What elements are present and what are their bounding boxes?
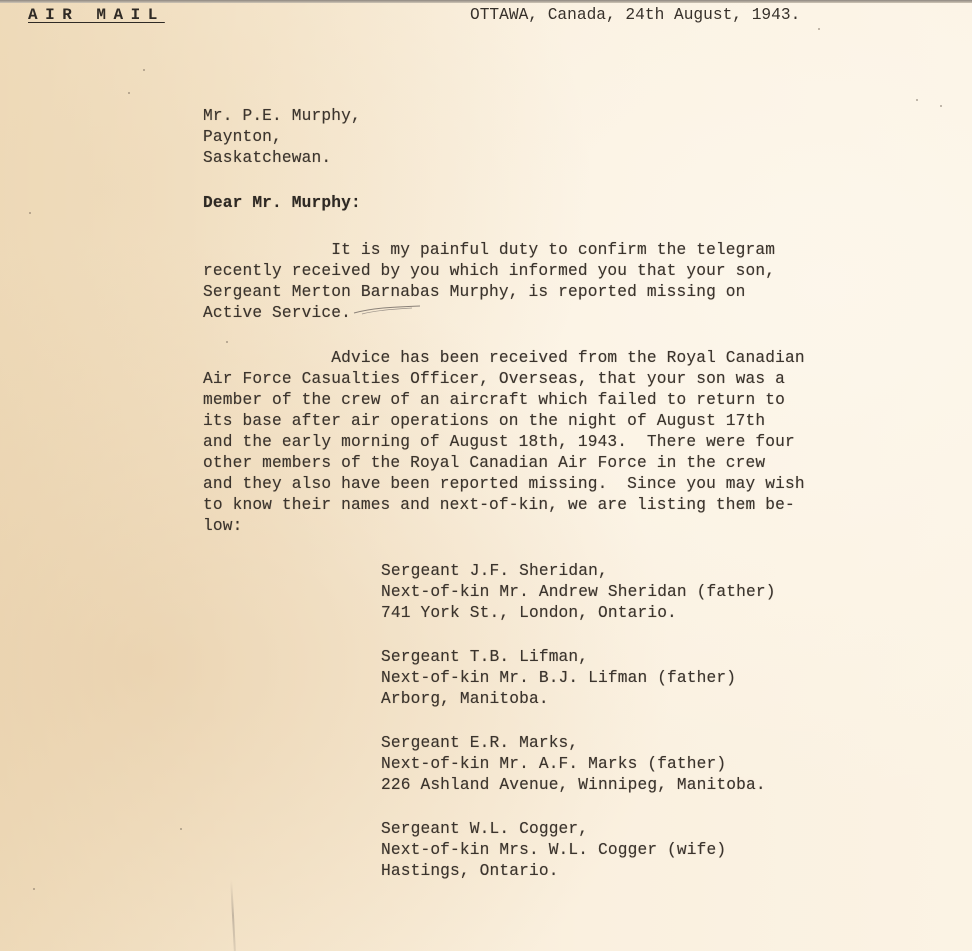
crew-next-of-kin: Next-of-kin Mr. B.J. Lifman (father) <box>381 669 737 687</box>
paragraph-line: recently received by you which informed you that your son, <box>203 262 776 280</box>
crew-next-of-kin: Next-of-kin Mrs. W.L. Cogger (wife) <box>381 841 727 859</box>
paragraph-line: Active Service. <box>203 304 351 322</box>
page-top-edge <box>0 0 972 3</box>
paper-speck <box>940 105 942 107</box>
crew-address: Arborg, Manitoba. <box>381 690 549 708</box>
paper-crease <box>230 880 236 951</box>
crew-name: Sergeant T.B. Lifman, <box>381 648 589 666</box>
paragraph-line: and they also have been reported missing. Since you may wish <box>203 475 805 493</box>
crew-address: 226 Ashland Avenue, Winnipeg, Manitoba. <box>381 776 766 794</box>
paper-speck <box>143 69 145 71</box>
paper-speck <box>916 99 918 101</box>
paper-speck <box>818 28 820 30</box>
paragraph-line: to know their names and next-of-kin, we are listing them be- <box>203 496 795 514</box>
paragraph-line: its base after air operations on the night of August 17th <box>203 412 766 430</box>
recipient-town: Paynton, <box>203 128 282 146</box>
crew-name: Sergeant W.L. Cogger, <box>381 820 589 838</box>
crew-next-of-kin: Next-of-kin Mr. A.F. Marks (father) <box>381 755 727 773</box>
paragraph-line: Advice has been received from the Royal Canadian <box>203 349 805 367</box>
pen-mark <box>352 305 422 315</box>
air-mail-heading: AIR MAIL <box>28 6 165 24</box>
salutation: Dear Mr. Murphy: <box>203 194 361 212</box>
dateline: OTTAWA, Canada, 24th August, 1943. <box>470 6 801 24</box>
paper-speck <box>128 92 130 94</box>
paragraph-line: member of the crew of an aircraft which failed to return to <box>203 391 785 409</box>
crew-name: Sergeant J.F. Sheridan, <box>381 562 608 580</box>
crew-address: 741 York St., London, Ontario. <box>381 604 677 622</box>
paragraph-line: Air Force Casualties Officer, Overseas, that your son was a <box>203 370 785 388</box>
recipient-name: Mr. P.E. Murphy, <box>203 107 361 125</box>
paragraph-line: Sergeant Merton Barnabas Murphy, is reported missing on <box>203 283 746 301</box>
paper-speck <box>226 341 228 343</box>
crew-address: Hastings, Ontario. <box>381 862 559 880</box>
crew-name: Sergeant E.R. Marks, <box>381 734 579 752</box>
paper-speck <box>33 888 35 890</box>
paragraph-line: other members of the Royal Canadian Air Force in the crew <box>203 454 766 472</box>
paragraph-line: It is my painful duty to confirm the telegram <box>203 241 776 259</box>
paper-speck <box>29 212 31 214</box>
paper-speck <box>180 828 182 830</box>
paragraph-line: low: <box>203 517 243 535</box>
recipient-province: Saskatchewan. <box>203 149 332 167</box>
crew-next-of-kin: Next-of-kin Mr. Andrew Sheridan (father) <box>381 583 776 601</box>
paragraph-line: and the early morning of August 18th, 1943. There were four <box>203 433 795 451</box>
